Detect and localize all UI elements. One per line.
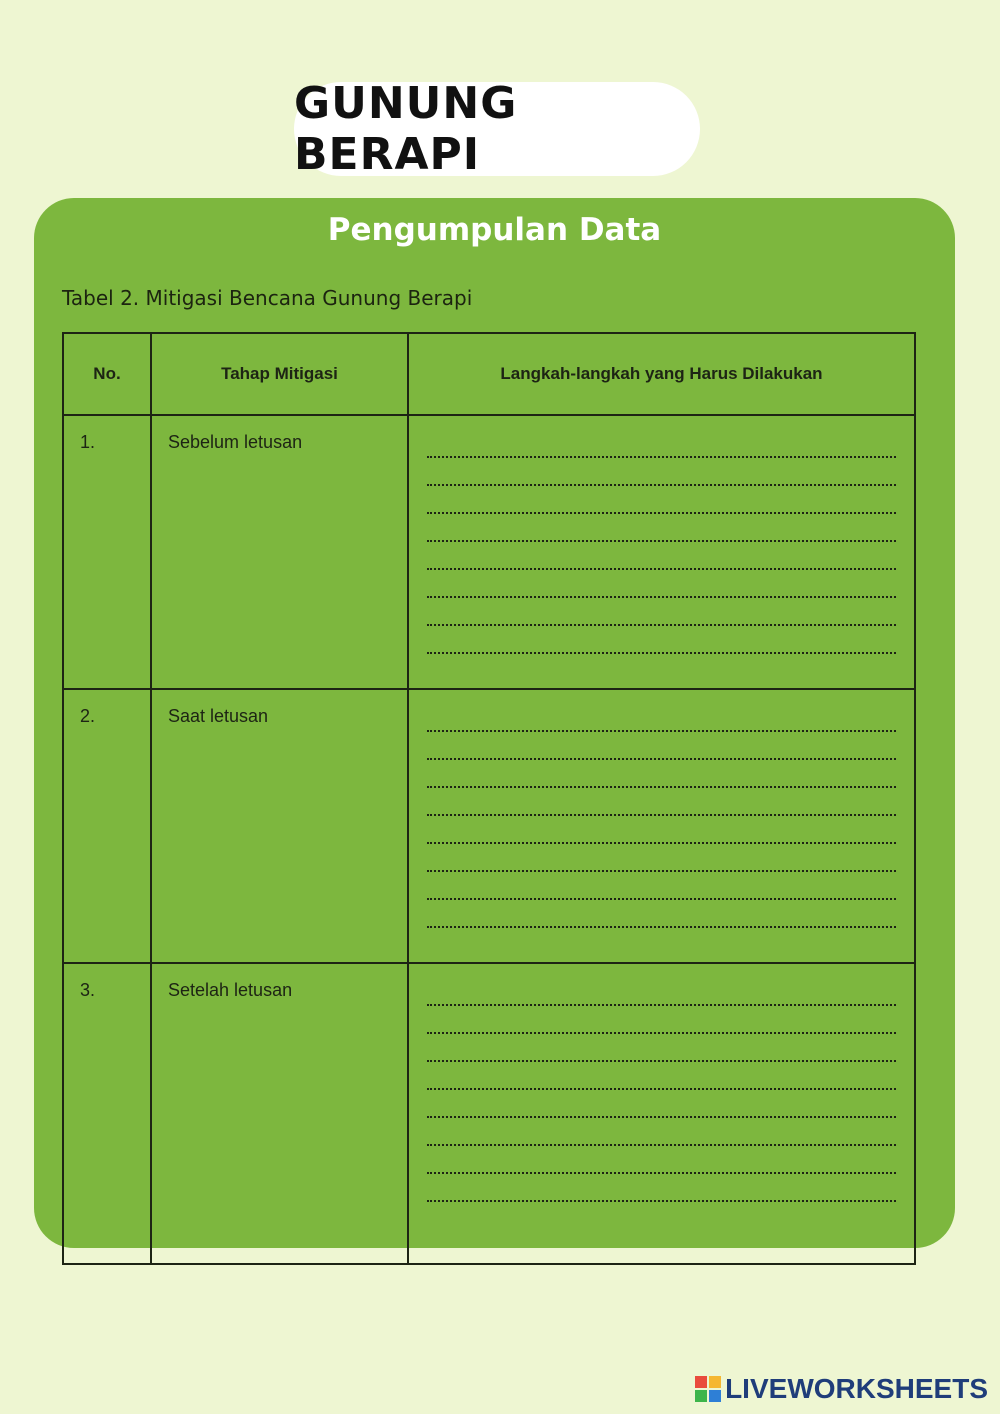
answer-line[interactable] (427, 1174, 896, 1202)
row-number: 3. (63, 963, 151, 1264)
answer-line[interactable] (427, 1062, 896, 1090)
page-title: GUNUNG BERAPI (294, 78, 518, 180)
answer-line[interactable] (427, 788, 896, 816)
liveworksheets-logo (695, 1372, 988, 1406)
answer-line[interactable] (427, 1034, 896, 1062)
row-stage: Setelah letusan (151, 963, 408, 1264)
answer-lines[interactable] (408, 415, 915, 689)
row-number: 1. (63, 415, 151, 689)
header-steps: Langkah-langkah yang Harus Dilakukan (408, 333, 915, 415)
answer-line[interactable] (427, 816, 896, 844)
answer-line[interactable] (427, 978, 896, 1006)
logo-block (695, 1390, 707, 1402)
answer-line[interactable] (427, 872, 896, 900)
answer-line[interactable] (427, 704, 896, 732)
answer-line[interactable] (427, 1118, 896, 1146)
answer-line[interactable] (427, 626, 896, 654)
title-pill (294, 78, 700, 180)
logo-block (709, 1376, 721, 1388)
logo-blocks-icon (695, 1376, 721, 1402)
table-row (63, 689, 915, 963)
answer-line[interactable] (427, 458, 896, 486)
section-title: Pengumpulan Data (327, 212, 662, 248)
answer-line[interactable] (427, 570, 896, 598)
table-row (63, 415, 915, 689)
answer-line[interactable] (427, 1006, 896, 1034)
answer-line[interactable] (427, 732, 896, 760)
answer-line[interactable] (427, 760, 896, 788)
header-stage: Tahap Mitigasi (151, 333, 408, 415)
logo-block (709, 1390, 721, 1402)
table-header-row (63, 333, 915, 415)
row-stage: Saat letusan (151, 689, 408, 963)
answer-line[interactable] (427, 900, 896, 928)
header-no: No. (63, 333, 151, 415)
answer-line[interactable] (427, 844, 896, 872)
answer-line[interactable] (427, 514, 896, 542)
answer-line[interactable] (427, 430, 896, 458)
table-row (63, 963, 915, 1264)
answer-line[interactable] (427, 486, 896, 514)
logo-block (695, 1376, 707, 1388)
answer-line[interactable] (427, 1090, 896, 1118)
data-card (34, 198, 955, 1248)
brand-text: LIVEWORKSHEETS (725, 1373, 988, 1404)
answer-line[interactable] (427, 598, 896, 626)
answer-line[interactable] (427, 1146, 896, 1174)
row-stage: Sebelum letusan (151, 415, 408, 689)
answer-lines[interactable] (408, 689, 915, 963)
table-caption: Tabel 2. Mitigasi Bencana Gunung Berapi (62, 286, 473, 310)
answer-lines[interactable] (408, 963, 915, 1264)
mitigation-table (62, 332, 916, 1265)
row-number: 2. (63, 689, 151, 963)
answer-line[interactable] (427, 542, 896, 570)
